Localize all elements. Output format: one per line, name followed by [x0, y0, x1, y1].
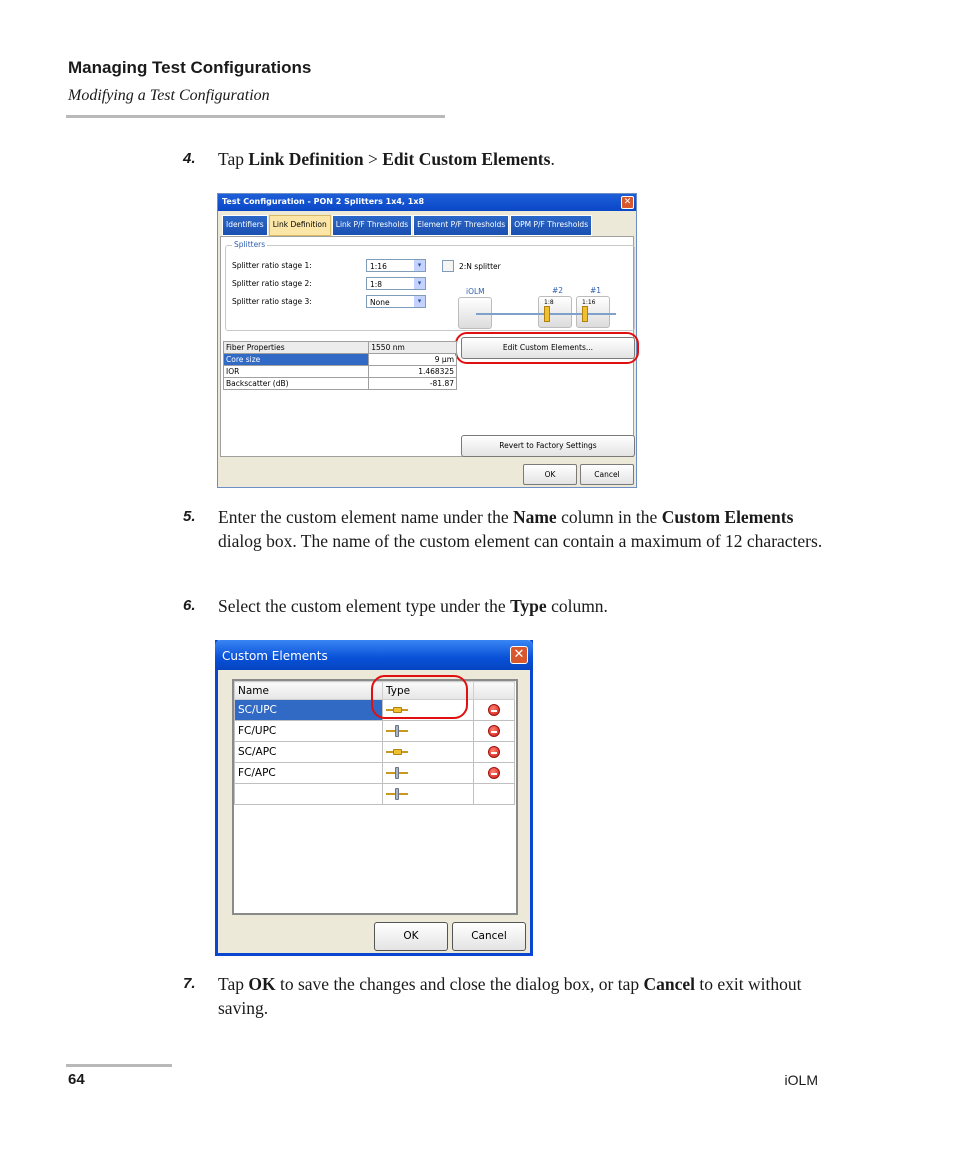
chevron-down-icon: ▾	[414, 278, 425, 289]
table-row[interactable]	[235, 721, 515, 742]
element-type-cell[interactable]	[383, 721, 474, 742]
column-header: Fiber Properties	[224, 342, 369, 354]
highlight-circle	[371, 675, 468, 719]
custom-elements-dialog	[215, 640, 533, 956]
splitter-stage-3-select[interactable]: None ▾	[366, 295, 426, 308]
tab-link-definition[interactable]: Link Definition	[269, 215, 331, 236]
node-label-iolm: iOLM	[466, 287, 485, 296]
delete-cell	[474, 784, 515, 805]
step-6	[183, 594, 823, 618]
tab-element-pf-thresholds[interactable]: Element P/F Thresholds	[413, 215, 509, 236]
ok-button[interactable]: OK	[523, 464, 577, 485]
property-name: IOR	[224, 366, 369, 378]
delete-cell[interactable]	[474, 700, 515, 721]
page-number: 64	[68, 1071, 85, 1088]
name-column-header[interactable]: Name	[235, 682, 383, 700]
column-header: 1550 nm	[369, 342, 457, 354]
edit-custom-elements-button[interactable]: Edit Custom Elements...	[461, 337, 635, 359]
table-header	[224, 342, 457, 354]
table-row[interactable]	[224, 354, 457, 366]
splitter-ratio-label: 1:8	[544, 299, 554, 306]
apc-connector-icon	[386, 788, 408, 800]
table-row[interactable]	[235, 742, 515, 763]
table-row[interactable]	[235, 784, 515, 805]
property-value[interactable]: -81.87	[369, 378, 457, 390]
dialog-title: Test Configuration - PON 2 Splitters 1x4, 1x8	[222, 197, 425, 206]
close-icon[interactable]: ✕	[621, 196, 634, 209]
dialog-titlebar	[218, 194, 636, 211]
step-5	[183, 505, 823, 553]
splitter-stage-1-select[interactable]: 1:16 ▾	[366, 259, 426, 272]
dialog-titlebar	[215, 640, 533, 670]
splitters-group	[225, 240, 635, 331]
two-n-splitter-label: 2:N splitter	[459, 262, 501, 271]
element-type-cell[interactable]	[383, 784, 474, 805]
delete-icon[interactable]	[488, 746, 500, 758]
product-name: iOLM	[784, 1072, 818, 1088]
tab-bar	[222, 215, 593, 236]
splitter-stage-3-label: Splitter ratio stage 3:	[232, 297, 312, 306]
step-text: Enter the custom element name under the Name column in the Custom Elements dialog box. The name of the custom element can contain a maximum of 12 characters.	[218, 507, 823, 551]
close-icon[interactable]: ✕	[510, 646, 528, 664]
node-label-1: #1	[590, 286, 602, 295]
delete-icon[interactable]	[488, 725, 500, 737]
splitter-stage-2-select[interactable]: 1:8 ▾	[366, 277, 426, 290]
chevron-down-icon: ▾	[414, 296, 425, 307]
step-7	[183, 972, 823, 1020]
delete-cell[interactable]	[474, 721, 515, 742]
dialog-title: Custom Elements	[222, 649, 328, 663]
property-name: Backscatter (dB)	[224, 378, 369, 390]
table-row[interactable]	[224, 366, 457, 378]
delete-cell[interactable]	[474, 742, 515, 763]
section-subtitle: Modifying a Test Configuration	[68, 87, 270, 104]
element-name-cell[interactable]: SC/UPC	[235, 700, 383, 721]
element-type-cell[interactable]	[383, 763, 474, 784]
table-row[interactable]	[235, 763, 515, 784]
step-number: 6.	[183, 597, 196, 614]
step-number: 5.	[183, 508, 196, 525]
element-name-cell[interactable]: FC/APC	[235, 763, 383, 784]
delete-icon[interactable]	[488, 704, 500, 716]
splitter-icon	[544, 306, 550, 322]
element-type-cell[interactable]	[383, 742, 474, 763]
splitters-label: Splitters	[234, 240, 266, 249]
delete-column-header	[474, 682, 515, 700]
step-4	[183, 147, 823, 171]
test-configuration-dialog	[217, 193, 637, 488]
fiber-properties-table	[223, 341, 457, 390]
step-number: 7.	[183, 975, 196, 992]
apc-connector-icon	[386, 725, 408, 737]
header-divider	[66, 115, 445, 118]
two-n-splitter-checkbox[interactable]	[442, 260, 454, 272]
step-number: 4.	[183, 150, 196, 167]
element-name-cell[interactable]: FC/UPC	[235, 721, 383, 742]
upc-connector-icon	[386, 746, 408, 758]
step-text: Select the custom element type under the Type column.	[218, 596, 608, 616]
property-name: Core size	[224, 354, 369, 366]
cancel-button[interactable]: Cancel	[580, 464, 634, 485]
property-value[interactable]: 9 µm	[369, 354, 457, 366]
highlight-circle	[455, 332, 639, 364]
property-value[interactable]: 1.468325	[369, 366, 457, 378]
splitter-stage-1-label: Splitter ratio stage 1:	[232, 261, 312, 270]
splitter-ratio-label: 1:16	[582, 299, 596, 306]
table-row[interactable]	[224, 378, 457, 390]
splitter-icon	[582, 306, 588, 322]
apc-connector-icon	[386, 767, 408, 779]
splitter-stage-2-label: Splitter ratio stage 2:	[232, 279, 312, 288]
tab-opm-pf-thresholds[interactable]: OPM P/F Thresholds	[510, 215, 592, 236]
element-name-cell[interactable]: SC/APC	[235, 742, 383, 763]
revert-to-factory-settings-button[interactable]: Revert to Factory Settings	[461, 435, 635, 457]
cancel-button[interactable]: Cancel	[452, 922, 526, 951]
tab-identifiers[interactable]: Identifiers	[222, 215, 268, 236]
step-text: Tap OK to save the changes and close the dialog box, or tap Cancel to exit without saving.	[218, 974, 802, 1018]
node-label-2: #2	[552, 286, 564, 295]
link-definition-pane	[220, 236, 634, 457]
delete-icon[interactable]	[488, 767, 500, 779]
type-column-header[interactable]: Type	[383, 682, 474, 700]
tab-link-pf-thresholds[interactable]: Link P/F Thresholds	[332, 215, 412, 236]
element-name-cell[interactable]	[235, 784, 383, 805]
delete-cell[interactable]	[474, 763, 515, 784]
footer-divider	[66, 1064, 172, 1067]
step-text: Tap Link Definition > Edit Custom Elements.	[218, 149, 555, 169]
chevron-down-icon: ▾	[414, 260, 425, 271]
chapter-title: Managing Test Configurations	[68, 58, 312, 77]
ok-button[interactable]: OK	[374, 922, 448, 951]
